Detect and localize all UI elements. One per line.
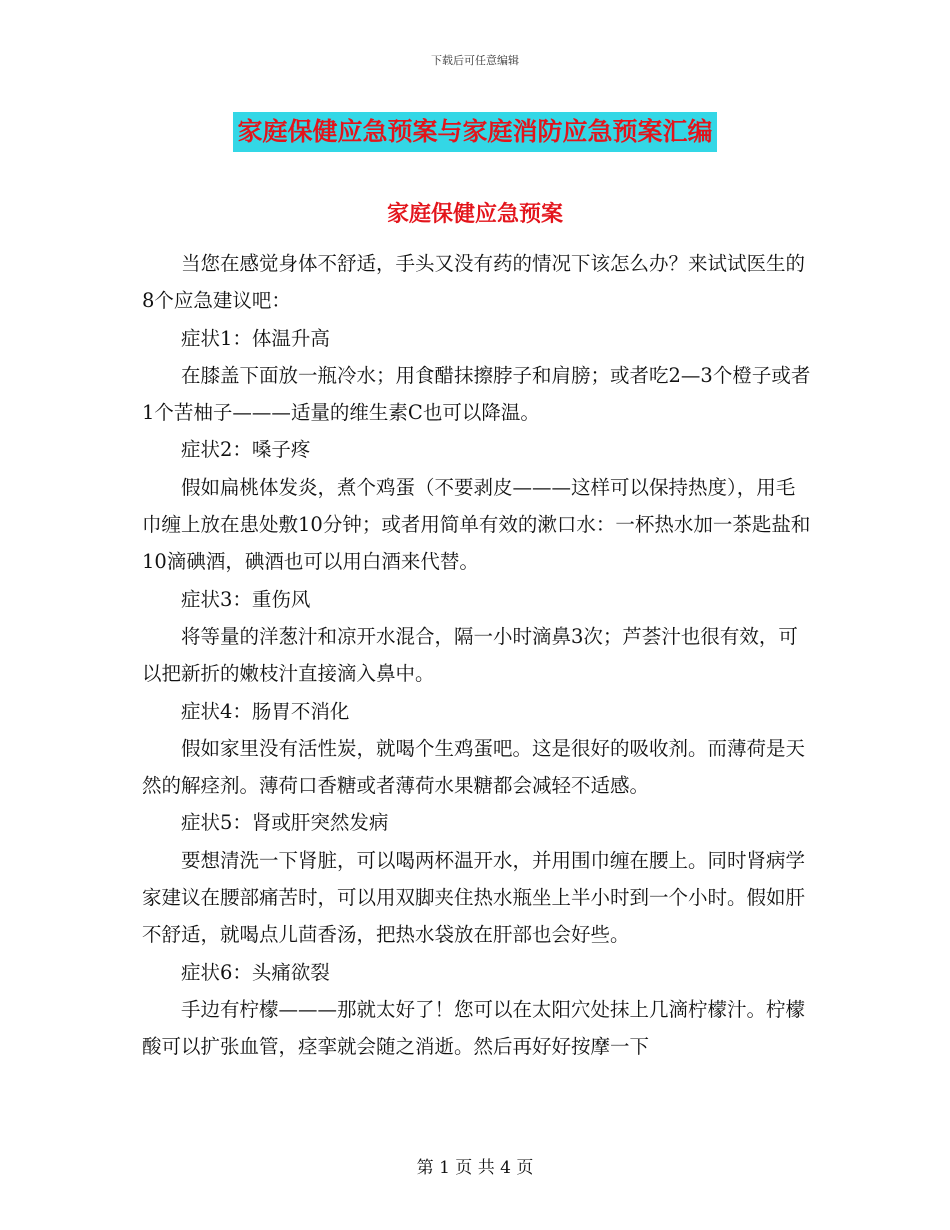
paragraph: 要想清洗一下肾脏，可以喝两杯温开水，并用围巾缠在腰上。同时肾病学家建议在腰部痛苦时，可以用双脚夹住热水瓶坐上半小时到一个小时。假如肝不舒适，就喝点儿茴香汤，把热水袋放在肝部也会好些。 bbox=[142, 848, 806, 947]
section-title: 家庭保健应急预案 bbox=[386, 201, 563, 227]
paragraph: 假如扁桃体发炎，煮个鸡蛋（不要剥皮———这样可以保持热度），用毛巾缠上放在患处敷10分钟；或者用简单有效的漱口水：一杯热水加一茶匙盐和10滴碘酒，碘酒也可以用白酒来代替。 bbox=[142, 475, 811, 574]
page-header-note: 下载后可任意编辑 bbox=[431, 54, 519, 67]
symptom-heading: 症状6：头痛欲裂 bbox=[181, 960, 330, 984]
paragraph: 手边有柠檬———那就太好了！您可以在太阳穴处抹上几滴柠檬汁。柠檬酸可以扩张血管，痉挛就会随之消逝。然后再好好按摩一下 bbox=[142, 997, 806, 1059]
symptom-heading: 症状4：肠胃不消化 bbox=[181, 699, 350, 723]
document-body bbox=[142, 245, 812, 1066]
paragraph: 假如家里没有活性炭，就喝个生鸡蛋吧。这是很好的吸收剂。而薄荷是天然的解痉剂。薄荷口香糖或者薄荷水果糖都会减轻不适感。 bbox=[142, 736, 806, 798]
paragraph: 将等量的洋葱汁和凉开水混合，隔一小时滴鼻3次；芦荟汁也很有效，可以把新折的嫩枝汁直接滴入鼻中。 bbox=[142, 624, 798, 686]
paragraph: 当您在感觉身体不舒适，手头又没有药的情况下该怎么办？来试试医生的8个应急建议吧： bbox=[142, 252, 806, 313]
paragraph: 在膝盖下面放一瓶冷水；用食醋抹擦脖子和肩膀；或者吃2—3个橙子或者1个苦柚子———适量的维生素C也可以降温。 bbox=[142, 363, 811, 425]
document-title bbox=[0, 112, 950, 152]
symptom-heading: 症状3：重伤风 bbox=[181, 587, 311, 611]
symptom-heading: 症状2：嗓子疼 bbox=[181, 438, 311, 462]
page-number: 第 1 页 共 4 页 bbox=[416, 1158, 534, 1178]
symptom-heading: 症状1：体温升高 bbox=[181, 326, 330, 350]
document-title-text: 家庭保健应急预案与家庭消防应急预案汇编 bbox=[233, 112, 716, 152]
symptom-heading: 症状5：肾或肝突然发病 bbox=[181, 811, 389, 835]
